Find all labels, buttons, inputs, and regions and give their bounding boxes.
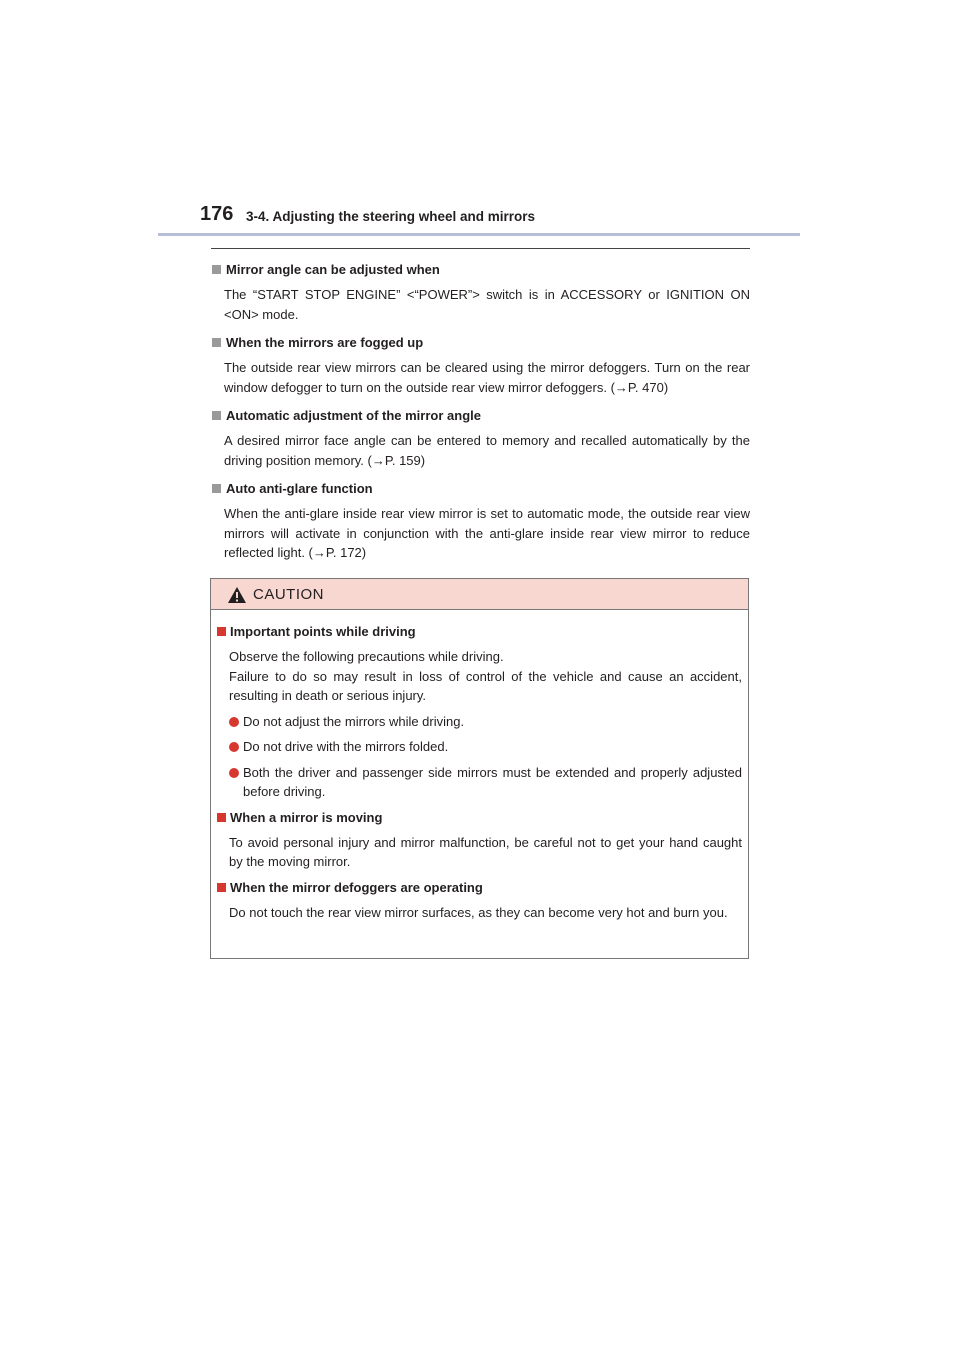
square-bullet-icon — [212, 484, 221, 493]
caution-text: To avoid personal injury and mirror malfunction, be careful not to get your hand caught by the moving mirror. — [229, 834, 742, 869]
square-bullet-icon — [217, 883, 226, 892]
caution-heading: When a mirror is moving — [230, 809, 383, 825]
square-bullet-icon — [217, 627, 226, 636]
caution-box — [210, 578, 749, 959]
note-body: When the anti-glare inside rear view mirror is set to automatic mode, the outside rear view mirrors will activate in conjunction with the anti-glare inside rear view mirror to reduce reflected light. (→P. 172) — [224, 506, 750, 560]
note-heading: Mirror angle can be adjusted when — [226, 262, 440, 277]
section-title: 3-4. Adjusting the steering wheel and mirrors — [246, 209, 536, 224]
caution-body — [211, 610, 748, 922]
note-block — [211, 260, 750, 324]
caution-heading: When the mirror defoggers are operating — [230, 879, 483, 895]
caution-text: Observe the following precautions while driving. Failure to do so may result in loss of control of the vehicle and cause an accident, resulting in death or serious injury. — [229, 649, 742, 703]
square-bullet-icon — [212, 265, 221, 274]
caution-block — [217, 622, 742, 802]
page-number: 176 — [200, 203, 234, 225]
note-body: A desired mirror face angle can be entered to memory and recalled automatically by the driving position memory. (→P. 159) — [224, 433, 750, 468]
note-heading: When the mirrors are fogged up — [226, 335, 424, 350]
square-bullet-icon — [217, 813, 226, 822]
caution-bullet: Do not drive with the mirrors folded. — [229, 737, 742, 757]
caution-text: Do not touch the rear view mirror surfaces, as they can become very hot and burn you. — [229, 904, 728, 920]
note-block — [211, 333, 750, 397]
divider — [211, 248, 750, 249]
caution-heading: Important points while driving — [230, 624, 416, 639]
caution-block — [217, 808, 742, 872]
caution-label: CAUTION — [253, 586, 324, 603]
caution-block — [217, 878, 742, 923]
page-header — [200, 203, 760, 233]
notes-section — [211, 260, 750, 572]
note-heading: Automatic adjustment of the mirror angle — [226, 408, 481, 423]
round-bullet-icon — [229, 717, 239, 727]
note-body: The “START STOP ENGINE” <“POWER”> switch is in ACCESSORY or IGNITION ON <ON> mode. — [224, 287, 750, 322]
round-bullet-icon — [229, 768, 239, 778]
note-body: The outside rear view mirrors can be cleared using the mirror defoggers. Turn on the rear window defogger to turn on the outside rear view mirror defoggers. (→P. 470) — [224, 360, 750, 395]
header-bar — [158, 233, 800, 236]
warning-triangle-icon — [227, 586, 247, 604]
caution-header — [211, 579, 748, 610]
note-heading: Auto anti-glare function — [226, 481, 373, 496]
square-bullet-icon — [212, 411, 221, 420]
round-bullet-icon — [229, 742, 239, 752]
note-block — [211, 479, 750, 563]
note-block — [211, 406, 750, 470]
caution-bullet: Do not adjust the mirrors while driving. — [229, 712, 742, 732]
square-bullet-icon — [212, 338, 221, 347]
caution-bullet: Both the driver and passenger side mirrors must be extended and properly adjusted before driving. — [229, 763, 742, 802]
